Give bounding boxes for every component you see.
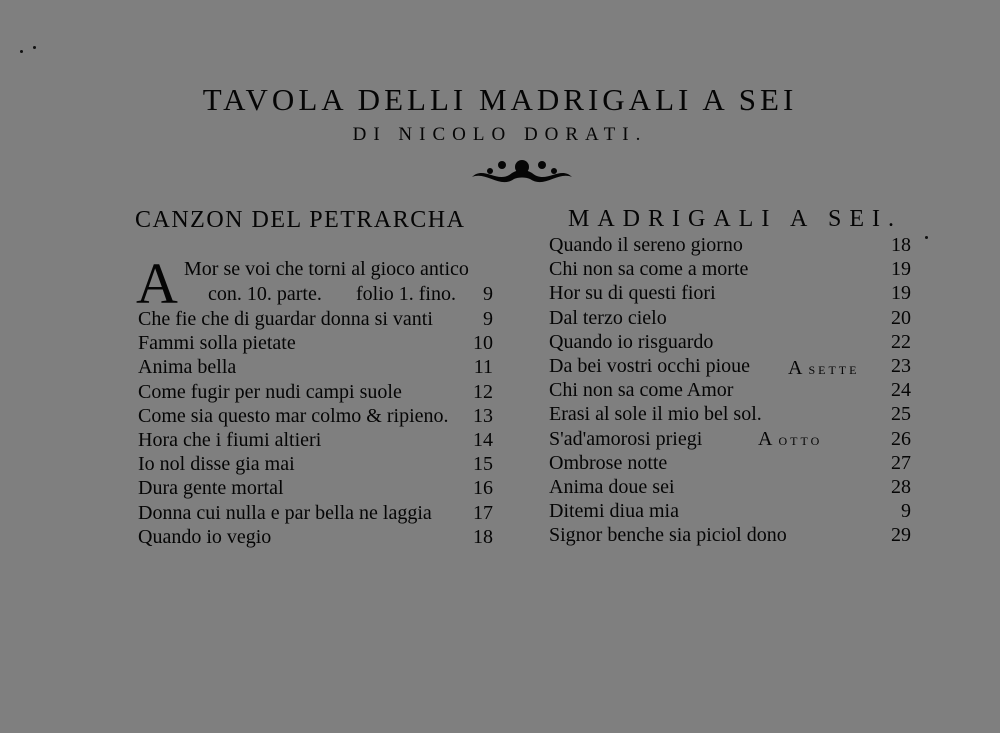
entry-title: Chi non sa come a morte (549, 258, 749, 281)
entry-title: Ombrose notte (549, 451, 668, 474)
ornament-icon (470, 151, 574, 189)
entry-number: 16 (473, 477, 493, 500)
entry-title: Io nol disse gia mai (138, 453, 295, 476)
ink-speck (33, 46, 36, 49)
list-item (138, 307, 493, 331)
list-item (138, 501, 493, 525)
voice-label-sette: ASETTE (788, 357, 860, 379)
entry-title: Dura gente mortal (138, 477, 284, 500)
entry-number: 22 (891, 330, 911, 353)
entry-number: 12 (473, 380, 493, 403)
list-item (549, 523, 911, 547)
page-subtitle: DI NICOLO DORATI. (352, 124, 648, 145)
entry-title: Da bei vostri occhi pioue (549, 355, 751, 377)
list-item (138, 331, 493, 355)
list-item (138, 404, 493, 428)
entry-number: 9 (483, 308, 493, 330)
entry-title: Che fie che di guardar donna si vanti (138, 308, 433, 330)
entry-title: Dal terzo cielo (549, 306, 667, 329)
entry-title: Hora che i fiumi altieri (138, 429, 322, 451)
list-item (549, 402, 911, 426)
entry-number: 13 (473, 404, 493, 427)
list-item (549, 378, 911, 402)
left-column-heading: CANZON DEL PETRARCHA (135, 207, 466, 233)
entry-number: 11 (473, 356, 493, 379)
list-item (549, 451, 911, 475)
list-item (549, 475, 911, 499)
list-item (138, 525, 493, 549)
list-item (549, 281, 911, 305)
entry-number: 14 (473, 429, 493, 451)
entry-title: Come sia questo mar colmo & ripieno. (138, 404, 449, 427)
entry-title: Signor benche sia piciol dono (549, 524, 787, 547)
entry-number: 27 (891, 451, 911, 474)
first-entry-line1: Mor se voi che torni al gioco antico (184, 258, 469, 280)
list-item (549, 330, 911, 354)
entry-number: 26 (891, 427, 911, 450)
entry-number: 17 (473, 501, 493, 524)
entry-number: 23 (891, 355, 911, 377)
entry-title: Anima doue sei (549, 476, 675, 498)
drop-cap: A (136, 251, 178, 316)
entry-number: 15 (473, 453, 493, 476)
entry-title: Chi non sa come Amor (549, 379, 734, 402)
entry-number: 18 (891, 234, 911, 256)
entry-number: 20 (891, 306, 911, 329)
list-item (138, 355, 493, 379)
list-item (138, 428, 493, 452)
first-entry-line2 (208, 283, 493, 306)
entry-number: 24 (891, 379, 911, 402)
entry-title: Donna cui nulla e par bella ne laggia (138, 501, 432, 524)
entry-title: Quando io vegio (138, 525, 272, 548)
list-item (138, 380, 493, 404)
list-item (549, 257, 911, 281)
entry-title: Come fugir per nudi campi suole (138, 380, 402, 403)
entry-number: 25 (891, 403, 911, 426)
entry-number: 29 (891, 524, 911, 547)
entry-number: 19 (891, 258, 911, 281)
entry-number: 28 (891, 476, 911, 498)
entry-title: Anima bella (138, 356, 237, 379)
entry-number: 19 (891, 282, 911, 305)
list-item (138, 452, 493, 476)
entry-number: 10 (473, 332, 493, 355)
entry-title: Quando io risguardo (549, 330, 714, 353)
right-column-heading: MADRIGALI A SEI. (568, 206, 903, 232)
entry-title: Hor su di questi fiori (549, 282, 716, 305)
first-entry-number: 9 (483, 283, 493, 305)
entry-title: Quando il sereno giorno (549, 234, 743, 256)
page-title: TAVOLA DELLI MADRIGALI A SEI (202, 82, 798, 117)
list-item (549, 427, 911, 451)
first-entry-parts: con. 10. parte. (208, 283, 322, 305)
list-item (549, 499, 911, 523)
list-item (138, 476, 493, 500)
entry-title: Ditemi diua mia (549, 500, 679, 523)
ink-speck (20, 50, 23, 53)
list-item (549, 233, 911, 257)
first-entry-folio: folio 1. fino. (356, 283, 456, 305)
entry-number: 9 (901, 500, 911, 523)
entry-title: S'ad'amorosi priegi (549, 427, 703, 450)
ink-speck (925, 236, 928, 239)
list-item (549, 306, 911, 330)
voice-label-otto: AOTTO (758, 428, 823, 450)
entry-number: 18 (473, 525, 493, 548)
entry-title: Fammi solla pietate (138, 332, 296, 355)
entry-title: Erasi al sole il mio bel sol. (549, 403, 762, 426)
